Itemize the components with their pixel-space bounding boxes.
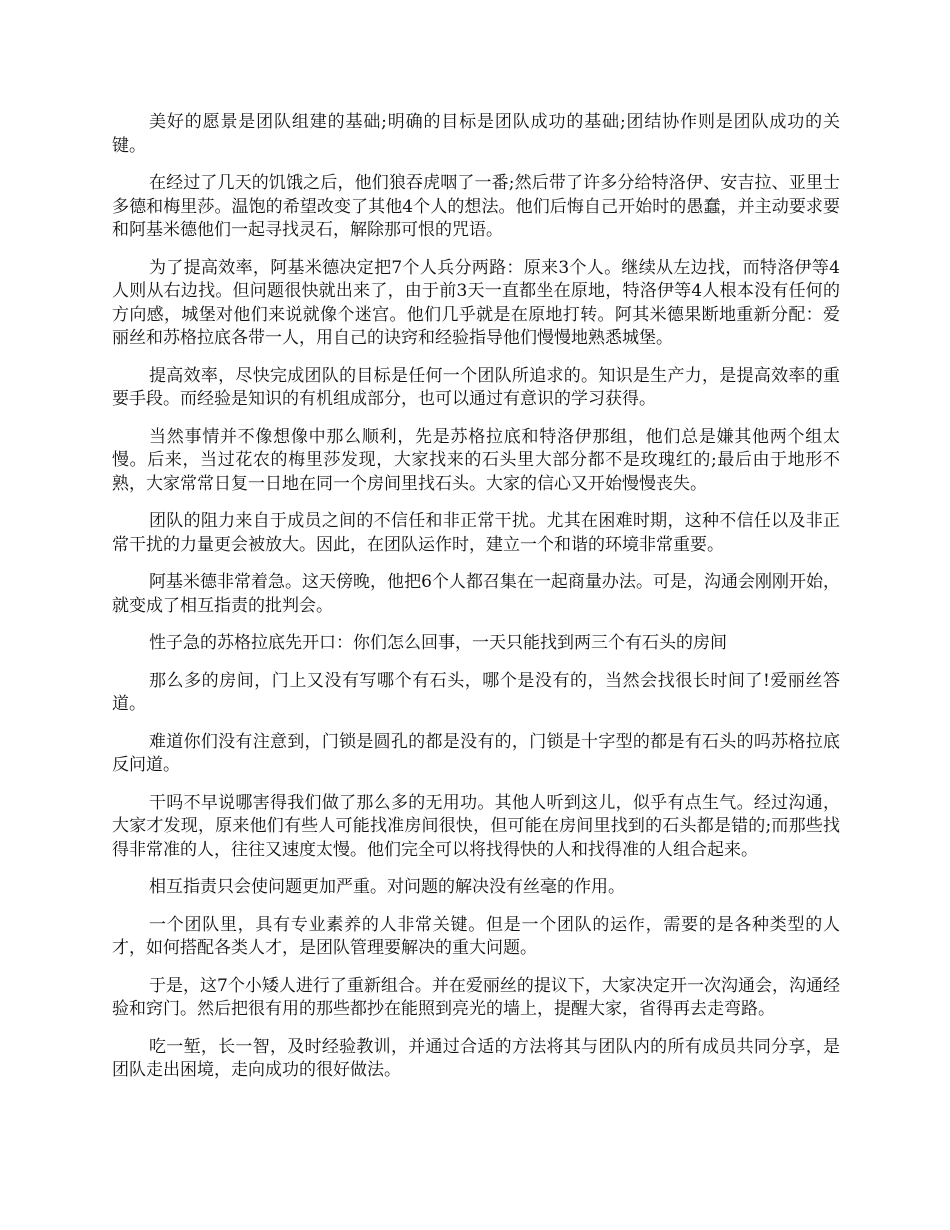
paragraph-4: 提高效率，尽快完成团队的目标是任何一个团队所追求的。知识是生产力，是提高效率的重要手段。而经验是知识的有机组成部分，也可以通过有意识的学习获得。 — [112, 365, 840, 409]
paragraph-8: 性子急的苏格拉底先开口：你们怎么回事，一天只能找到两三个有石头的房间 — [149, 633, 727, 653]
paragraph-10: 难道你们没有注意到，门锁是圆孔的都是没有的，门锁是十字型的都是有石头的吗苏格拉底反问道。 — [112, 731, 840, 775]
paragraph-6: 团队的阻力来自于成员之间的不信任和非正常干扰。尤其在困难时期，这种不信任以及非正常干扰的力量更会被放大。因此，在团队运作时，建立一个和谐的环境非常重要。 — [112, 511, 840, 555]
paragraph-5: 当然事情并不像想像中那么顺利，先是苏格拉底和特洛伊那组，他们总是嫌其他两个组太慢。后来，当过花农的梅里莎发现，大家找来的石头里大部分都不是玫瑰红的;最后由于地形不熟，大家常常日复一日地在同一个房间里找石头。大家的信心又开始慢慢丧失。 — [112, 426, 840, 494]
paragraph-9: 那么多的房间，门上又没有写哪个有石头，哪个是没有的，当然会找很长时间了!爱丽丝答道。 — [112, 670, 840, 714]
paragraph-11: 干吗不早说哪害得我们做了那么多的无用功。其他人听到这儿，似乎有点生气。经过沟通，大家才发现，原来他们有些人可能找准房间很快，但可能在房间里找到的石头都是错的;而那些找得非常准的人，往往又速度太慢。他们完全可以将找得快的人和找得准的人组合起来。 — [112, 792, 840, 860]
paragraph-12: 相互指责只会使问题更加严重。对问题的解决没有丝毫的作用。 — [149, 877, 625, 897]
paragraph-15: 吃一堑，长一智，及时经验教训，并通过合适的方法将其与团队内的所有成员共同分享，是团队走出困境，走向成功的很好做法。 — [112, 1036, 840, 1080]
paragraph-3: 为了提高效率，阿基米德决定把7个人兵分两路：原来3个人。继续从左边找，而特洛伊等4人则从右边找。但问题很快就出来了，由于前3天一直都坐在原地，特洛伊等4人根本没有任何的方向感，城堡对他们来说就像个迷宫。他们几乎就是在原地打转。阿其米德果断地重新分配：爱丽丝和苏格拉底各带一人，用自己的诀窍和经验指导他们慢慢地熟悉城堡。 — [112, 257, 840, 348]
paragraph-7: 阿基米德非常着急。这天傍晚，他把6个人都召集在一起商量办法。可是，沟通会刚刚开始，就变成了相互指责的批判会。 — [112, 572, 840, 616]
paragraph-1: 美好的愿景是团队组建的基础;明确的目标是团队成功的基础;团结协作则是团队成功的关键。 — [112, 112, 840, 156]
paragraph-13: 一个团队里，具有专业素养的人非常关键。但是一个团队的运作，需要的是各种类型的人才，如何搭配各类人才，是团队管理要解决的重大问题。 — [112, 914, 840, 958]
document-body — [112, 111, 840, 1097]
paragraph-2: 在经过了几天的饥饿之后，他们狼吞虎咽了一番;然后带了许多分给特洛伊、安吉拉、亚里士多德和梅里莎。温饱的希望改变了其他4个人的想法。他们后悔自己开始时的愚蠢，并主动要求要和阿基米德他们一起寻找灵石，解除那可恨的咒语。 — [112, 173, 840, 240]
paragraph-14: 于是，这7个小矮人进行了重新组合。并在爱丽丝的提议下，大家决定开一次沟通会，沟通经验和窍门。然后把很有用的那些都抄在能照到亮光的墙上，提醒大家，省得再去走弯路。 — [112, 975, 840, 1019]
